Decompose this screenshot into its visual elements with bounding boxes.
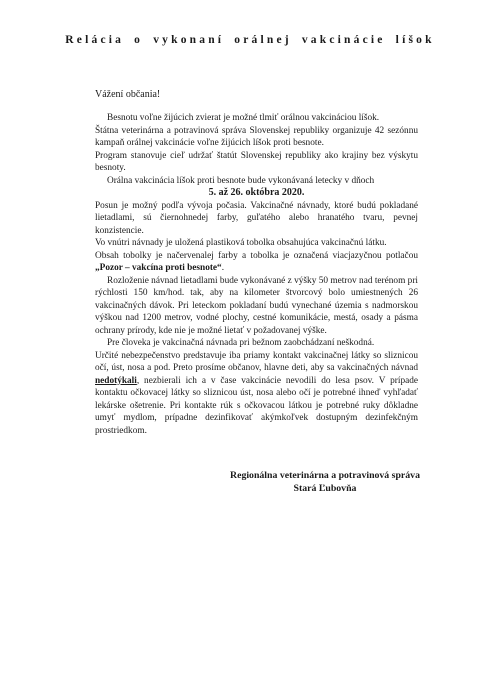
paragraph-10-end: , nezbierali ich a v čase vakcinácie nevodili do lesa psov. V prípade kontaktu očkovacej látky so sliznicou úst, nosa alebo očí je potrebné ihneď vyhľadať lekárske ošetrenie. Pri kontakte rúk s očkovacou látkou je potrebné ruky dôkladne umyť mydlom, prípadne dezinfikovať akýmkoľvek dostupným dezinfekčným prostriedkom.: [95, 375, 418, 436]
paragraph-7-end: .: [221, 263, 225, 273]
vaccination-dates: 5. až 26. októbra 2020.: [208, 187, 305, 198]
paragraph-1: Besnotu voľne žijúcich zvierat je možné tlmiť orálnou vakcináciou líšok.: [107, 113, 380, 123]
do-not-touch-text: nedotýkali: [95, 375, 137, 386]
greeting: Vážení občania!: [95, 89, 161, 100]
paragraph-10-text: Určité nebezpečenstvo predstavuje iba priamy kontakt vakcinačnej látky so sliznicou očí, úst, nosa a pod. Preto prosíme občanov, hlavne deti, aby sa vakcinačných návnad: [95, 350, 418, 373]
paragraph-6: Vo vnútri návnady je uložená plastiková tobolka obsahujúca vakcinačnú látku.: [95, 238, 387, 248]
document-body: [95, 112, 418, 437]
paragraph-7-text: Obsah tobolky je načervenalej farby a tobolka je označená viacjazyčnou potlačou: [95, 250, 418, 261]
paragraph-4: Orálna vakcinácia líšok proti besnote bude vykonávaná letecky v dňoch: [107, 175, 375, 186]
paragraph-5: Posun je možný podľa vývoja počasia. Vakcinačné návnady, ktoré budú pokladané lietadlami, sú čiernohnedej farby, guľatého alebo hranatého tvaru, pevnej konzistencie.: [95, 200, 418, 236]
paragraph-7: [95, 250, 418, 275]
signature-location: Stará Ľubovňa: [293, 482, 357, 494]
paragraph-9: Pre človeka je vakcinačná návnada pri bežnom zaobchádzaní neškodná.: [107, 338, 375, 348]
paragraph-2: Štátna veterinárna a potravinová správa Slovenskej republiky organizuje 42 sezónnu kampaň orálnej vakcinácie voľne žijúcich líšok proti besnote.: [95, 125, 418, 148]
warning-label-text: „Pozor – vakcína proti besnote“: [95, 263, 222, 273]
document-title: Relácia o vykonaní orálnej vakcinácie líšok: [65, 34, 435, 46]
paragraph-3: Program stanovuje cieľ udržať štatút Slovenskej republiky ako krajiny bez výskytu besnoty.: [95, 150, 418, 173]
paragraph-10: [95, 350, 418, 438]
signature-organization: Regionálna veterinárna a potravinová správa: [230, 470, 420, 481]
signature-block: [190, 470, 460, 495]
paragraph-8: Rozloženie návnad lietadlami bude vykonávané z výšky 50 metrov nad terénom pri rýchlosti 150 km/hod. tak, aby na kilometer štvorcový bolo umiestnených 26 vakcinačných dávok. Pri leteckom pokladaní budú vynechané územia s nadmorskou výškou nad 1200 metrov, vodné plochy, cestné komunikácie, mestá, osady a pásma ochrany prírody, kde nie je možné lietať v požadovanej výške.: [95, 275, 418, 336]
